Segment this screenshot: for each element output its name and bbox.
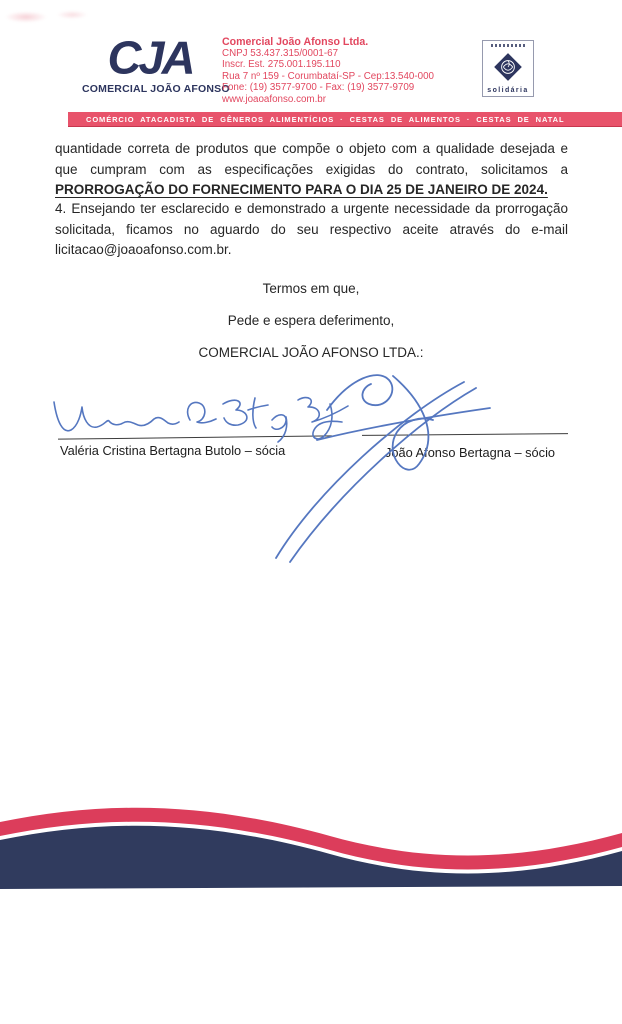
footer-wave (0, 800, 622, 910)
closing-line-3: COMERCIAL JOÃO AFONSO LTDA.: (198, 345, 424, 360)
signatory-name-left: Valéria Cristina Bertagna Butolo – sócia (60, 443, 286, 458)
company-address-line: Rua 7 nº 159 - Corumbataí-SP - Cep:13.540-000 (222, 70, 434, 82)
company-name-line: Comercial João Afonso Ltda. (222, 36, 369, 48)
closing-line-2: Pede e espera deferimento, (227, 313, 395, 328)
tagline-text: COMÉRCIO ATACADISTA DE GÊNEROS ALIMENTÍCIOS · CESTAS DE ALIMENTOS · CESTAS DE NATAL (86, 115, 565, 124)
logo-company-name: COMERCIAL JOÃO AFONSO (82, 83, 230, 95)
seal-label: solidária (487, 87, 529, 94)
paragraph-continuation (55, 139, 568, 201)
solidaria-seal (482, 40, 534, 97)
company-cnpj-line: CNPJ 53.437.315/0001-67 (222, 48, 339, 59)
signature-ink-right (262, 360, 502, 565)
tagline-banner (68, 112, 622, 127)
logo-acronym: CJA (107, 31, 193, 84)
signature-rule-right (362, 433, 568, 436)
signature-rule-left (58, 435, 332, 439)
paragraph-emphasis: PRORROGAÇÃO DO FORNECIMENTO PARA O DIA 25 DE JANEIRO DE 2024. (55, 182, 548, 197)
company-info-block (222, 36, 434, 105)
company-website: www.joaoafonso.com.br (222, 93, 327, 105)
signatory-name-right: João Afonso Bertagna – sócio (385, 445, 556, 460)
solidaria-diamond-icon (491, 50, 525, 84)
closing-line-1: Termos em que, (262, 281, 360, 296)
paragraph-continuation-text: quantidade correta de produtos que compõe o objeto com a qualidade desejada e que cumpram com as especificações exigidas do contrato, solicitamos a (55, 141, 568, 177)
scan-smudge (4, 6, 114, 28)
company-inscr-line: Inscr. Est. 275.001.195.110 (222, 59, 341, 71)
seal-top-text (491, 44, 525, 47)
company-logo (82, 31, 230, 95)
company-phone-line: Fone: (19) 3577-9700 - Fax: (19) 3577-9709 (222, 82, 415, 94)
paragraph-4: 4. Ensejando ter esclarecido e demonstrado a urgente necessidade da prorrogação solicitada, ficamos no aguardo do seu respectivo aceite através do e-mail licitacao@joaoafonso.com.br. (55, 201, 568, 257)
